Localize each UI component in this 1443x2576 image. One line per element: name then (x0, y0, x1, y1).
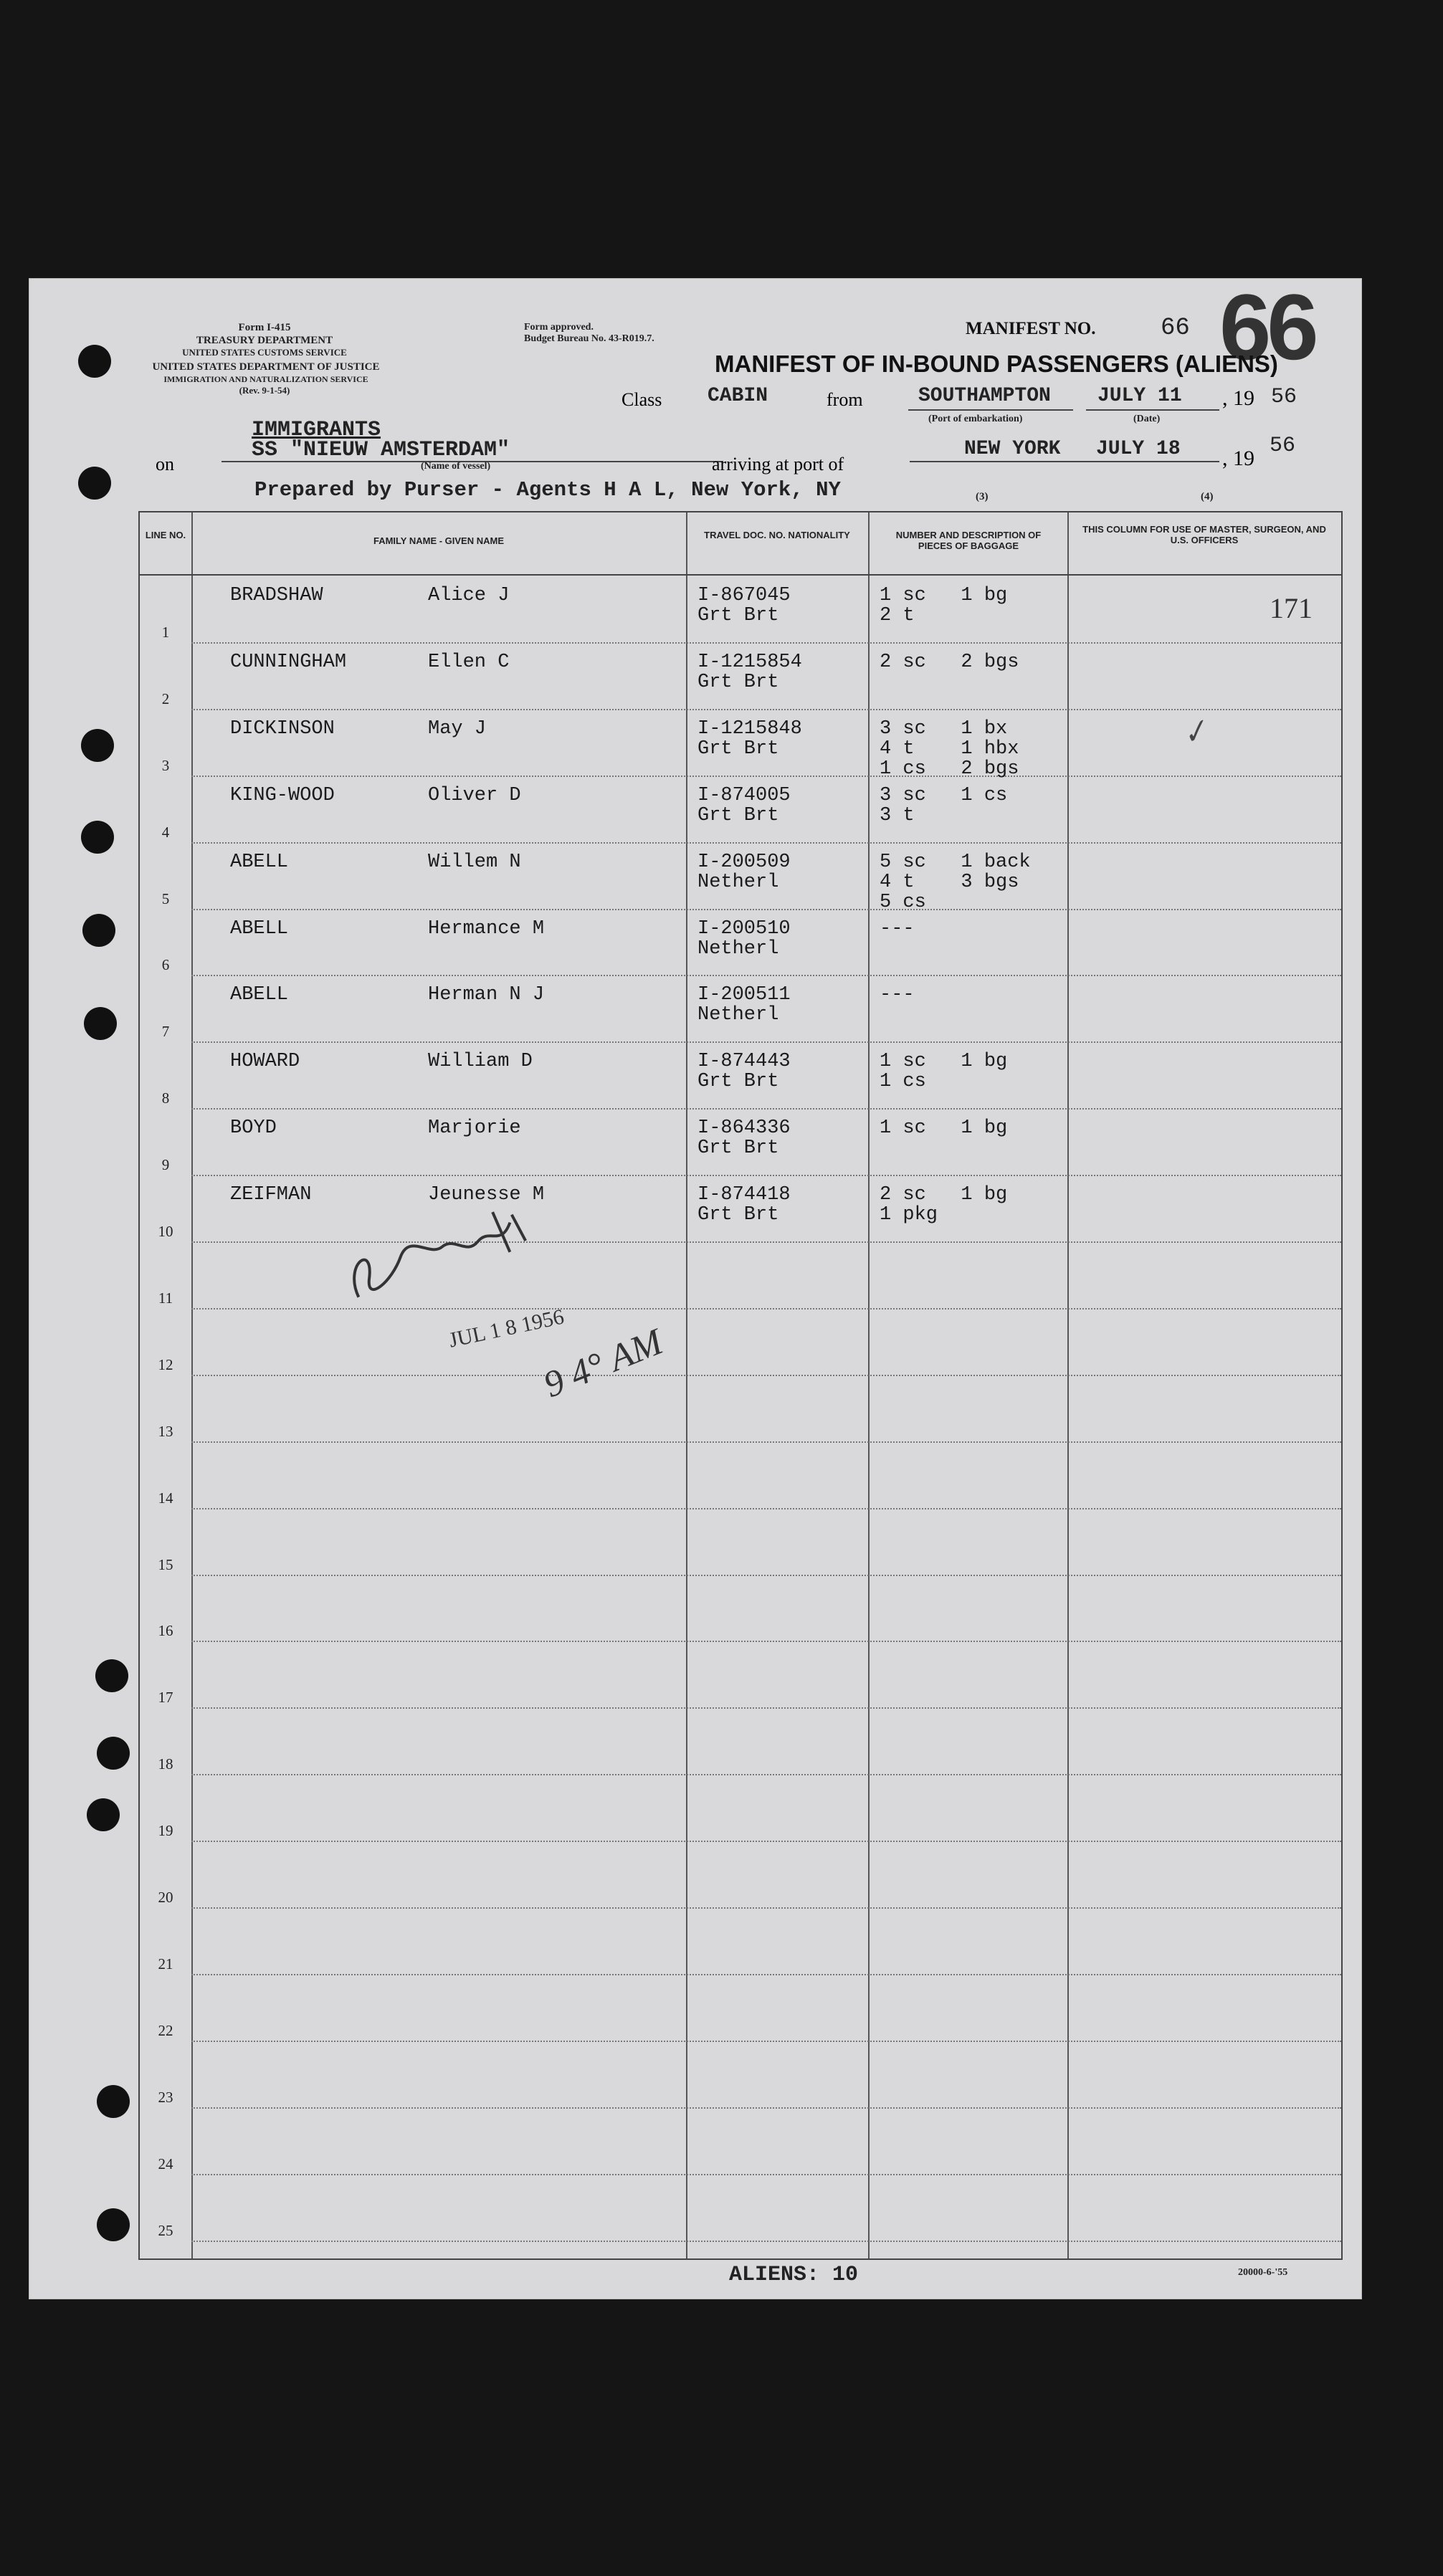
budget-bureau: Budget Bureau No. 43-R019.7. (524, 333, 654, 344)
family-name: CUNNINGHAM (230, 651, 347, 673)
given-name: May J (428, 717, 487, 740)
given-name: Oliver D (428, 784, 521, 806)
line-number: 6 (161, 956, 170, 974)
arrival-stamp-time: 9 4° AM (538, 1321, 669, 1406)
passenger-table (138, 511, 1343, 2260)
line-number: 24 (158, 2155, 173, 2172)
line-number: 25 (158, 2221, 173, 2239)
baggage: 1 sc 1 bg 2 t (880, 585, 1008, 626)
line-number: 5 (161, 889, 170, 907)
arriving-label: arriving at port of (712, 454, 844, 474)
row-rule (191, 709, 1341, 710)
dept-treasury: TREASURY DEPARTMENT (196, 335, 333, 346)
embarkation-caption: (Port of embarkation) (928, 414, 1023, 424)
manifest-number: 66 (1161, 315, 1190, 342)
column-divider (1067, 512, 1069, 2258)
given-name: Alice J (428, 585, 510, 606)
row-rule (191, 776, 1341, 777)
row-rule (191, 1175, 1341, 1176)
given-name: Hermance M (428, 917, 545, 940)
line-number: 7 (161, 1023, 170, 1041)
punch-hole (78, 345, 111, 378)
travel-doc: I-874005 Grt Brt (697, 784, 791, 826)
check-mark: ✓ (1177, 713, 1213, 753)
line-number: 18 (158, 1755, 173, 1773)
col-travel-doc: TRAVEL DOC. NO. NATIONALITY (704, 530, 850, 540)
punch-hole (81, 729, 114, 762)
date-caption: (Date) (1133, 414, 1161, 424)
col-officers: THIS COLUMN FOR USE OF MASTER, SURGEON, AND U.S. OFFICERS (1082, 524, 1326, 545)
print-code: 20000-6-'55 (1238, 2267, 1288, 2278)
line-number: 14 (158, 1489, 173, 1507)
line-number: 10 (158, 1223, 173, 1240)
vessel-name: SS "NIEUW AMSTERDAM" (252, 438, 510, 462)
line-number: 1 (161, 623, 170, 641)
line-number: 20 (158, 1889, 173, 1906)
form-number: Form I-415 (238, 322, 291, 333)
row-rule (191, 909, 1341, 910)
travel-doc: I-874418 Grt Brt (697, 1184, 791, 1226)
family-name: ABELL (230, 917, 289, 940)
baggage: 2 sc 2 bgs (880, 651, 1019, 673)
dept-customs: UNITED STATES CUSTOMS SERVICE (182, 347, 347, 358)
line-number: 15 (158, 1555, 173, 1573)
travel-doc: I-200509 Netherl (697, 851, 791, 893)
row-rule (191, 2174, 1341, 2175)
aliens-total: ALIENS: 10 (729, 2263, 859, 2287)
row-rule (191, 2041, 1341, 2042)
manifest-sheet (29, 275, 1362, 2299)
travel-doc: I-200511 Netherl (697, 984, 791, 1026)
line-number: 2 (161, 690, 170, 707)
row-rule (191, 2107, 1341, 2109)
departure-date: JULY 11 (1097, 385, 1182, 407)
row-rule (191, 642, 1341, 644)
row-rule (191, 1907, 1341, 1909)
col-name: FAMILY NAME - GIVEN NAME (373, 535, 505, 546)
column-divider (191, 512, 193, 2258)
travel-doc: I-1215854 Grt Brt (697, 651, 802, 693)
family-name: DICKINSON (230, 717, 335, 740)
vessel-caption: (Name of vessel) (421, 461, 491, 472)
punch-hole (87, 1798, 120, 1831)
arrival-stamp-date: JUL 1 8 1956 (447, 1304, 566, 1353)
arrival-underline (910, 461, 1219, 462)
page-number-stamp: 66 (1219, 275, 1315, 379)
row-rule (191, 1041, 1341, 1043)
row-rule (191, 1974, 1341, 1975)
line-number: 12 (158, 1355, 173, 1373)
baggage: 1 sc 1 bg (880, 1117, 1008, 1140)
passenger-category: IMMIGRANTS (252, 418, 381, 442)
arrival-date: JULY 18 (1096, 438, 1181, 460)
column-divider (868, 512, 870, 2258)
baggage: 1 sc 1 bg 1 cs (880, 1051, 1008, 1093)
travel-doc: I-864336 Grt Brt (697, 1117, 791, 1160)
family-name: KING-WOOD (230, 784, 335, 806)
punch-hole (81, 821, 114, 854)
punch-hole (95, 1659, 128, 1692)
given-name: Marjorie (428, 1117, 521, 1140)
given-name: Jeunesse M (428, 1184, 545, 1206)
column-marker-3: (3) (976, 491, 989, 502)
given-name: Ellen C (428, 651, 510, 673)
given-name: Herman N J (428, 984, 545, 1006)
travel-doc: I-1215848 Grt Brt (697, 717, 802, 760)
punch-hole (78, 467, 111, 500)
dept-ins: IMMIGRATION AND NATURALIZATION SERVICE (163, 374, 368, 384)
line-number: 9 (161, 1156, 170, 1174)
row-rule (191, 1441, 1341, 1443)
departure-year: 56 (1271, 385, 1297, 409)
line-number: 8 (161, 1089, 170, 1107)
line-number: 21 (158, 1955, 173, 1972)
row-rule (191, 2241, 1341, 2242)
family-name: ABELL (230, 984, 289, 1006)
row-rule (191, 1575, 1341, 1576)
form-approved: Form approved. (524, 322, 594, 333)
prepared-by: Prepared by Purser - Agents H A L, New York, NY (254, 478, 841, 502)
class-label: Class (622, 389, 662, 410)
line-number: 13 (158, 1422, 173, 1440)
departure-year-prefix: , 19 (1222, 386, 1254, 410)
from-underline (908, 409, 1073, 411)
row-rule (191, 1774, 1341, 1775)
column-divider (686, 512, 687, 2258)
punch-hole (97, 2085, 130, 2118)
baggage: --- (880, 984, 915, 1006)
punch-hole (97, 1737, 130, 1770)
family-name: ZEIFMAN (230, 1184, 312, 1206)
given-name: William D (428, 1051, 533, 1073)
travel-doc: I-200510 Netherl (697, 917, 791, 960)
baggage: 3 sc 1 bx 4 t 1 hbx 1 cs 2 bgs (880, 717, 1019, 780)
line-number: 16 (158, 1622, 173, 1640)
column-marker-4: (4) (1201, 491, 1214, 502)
family-name: BRADSHAW (230, 585, 323, 606)
travel-doc: I-867045 Grt Brt (697, 585, 791, 626)
col-line-no: LINE NO. (145, 530, 186, 540)
row-rule (191, 1375, 1341, 1376)
line-number: 22 (158, 2021, 173, 2039)
arrival-port: NEW YORK (964, 438, 1061, 460)
embarkation-port: SOUTHAMPTON (918, 385, 1051, 407)
date-underline (1086, 409, 1219, 411)
baggage: 5 sc 1 back 4 t 3 bgs 5 cs (880, 851, 1031, 913)
family-name: BOYD (230, 1117, 277, 1140)
row-rule (191, 1641, 1341, 1642)
manifest-label: MANIFEST NO. (966, 319, 1096, 338)
line-number: 3 (161, 756, 170, 774)
class-value: CABIN (708, 385, 768, 407)
form-revision: (Rev. 9-1-54) (239, 385, 290, 396)
baggage: 2 sc 1 bg 1 pkg (880, 1184, 1008, 1226)
row-rule (191, 1707, 1341, 1709)
line-number: 19 (158, 1822, 173, 1840)
on-label: on (156, 454, 174, 474)
row-rule (191, 1108, 1341, 1110)
arrival-year-prefix: , 19 (1222, 447, 1254, 470)
line-number: 23 (158, 2088, 173, 2106)
travel-doc: I-874443 Grt Brt (697, 1051, 791, 1093)
dept-justice: UNITED STATES DEPARTMENT OF JUSTICE (152, 361, 380, 373)
punch-hole (82, 914, 115, 947)
row-rule (191, 1841, 1341, 1842)
line-number: 4 (161, 823, 170, 841)
line-number: 17 (158, 1689, 173, 1707)
family-name: HOWARD (230, 1051, 300, 1073)
baggage: 3 sc 1 cs 3 t (880, 784, 1008, 826)
officer-note: 171 (1270, 592, 1313, 624)
col-baggage: NUMBER AND DESCRIPTION OF PIECES OF BAGGAGE (895, 530, 1042, 551)
row-rule (191, 1508, 1341, 1509)
row-rule (191, 842, 1341, 844)
given-name: Willem N (428, 851, 521, 873)
from-label: from (827, 389, 863, 410)
line-number: 11 (158, 1289, 173, 1307)
arrival-year: 56 (1270, 434, 1296, 458)
family-name: ABELL (230, 851, 289, 873)
header-rule (140, 574, 1341, 576)
row-rule (191, 975, 1341, 976)
manifest-title: MANIFEST OF IN-BOUND PASSENGERS (ALIENS) (715, 350, 1278, 377)
punch-hole (97, 2208, 130, 2241)
punch-hole (84, 1007, 117, 1040)
baggage: --- (880, 917, 915, 940)
